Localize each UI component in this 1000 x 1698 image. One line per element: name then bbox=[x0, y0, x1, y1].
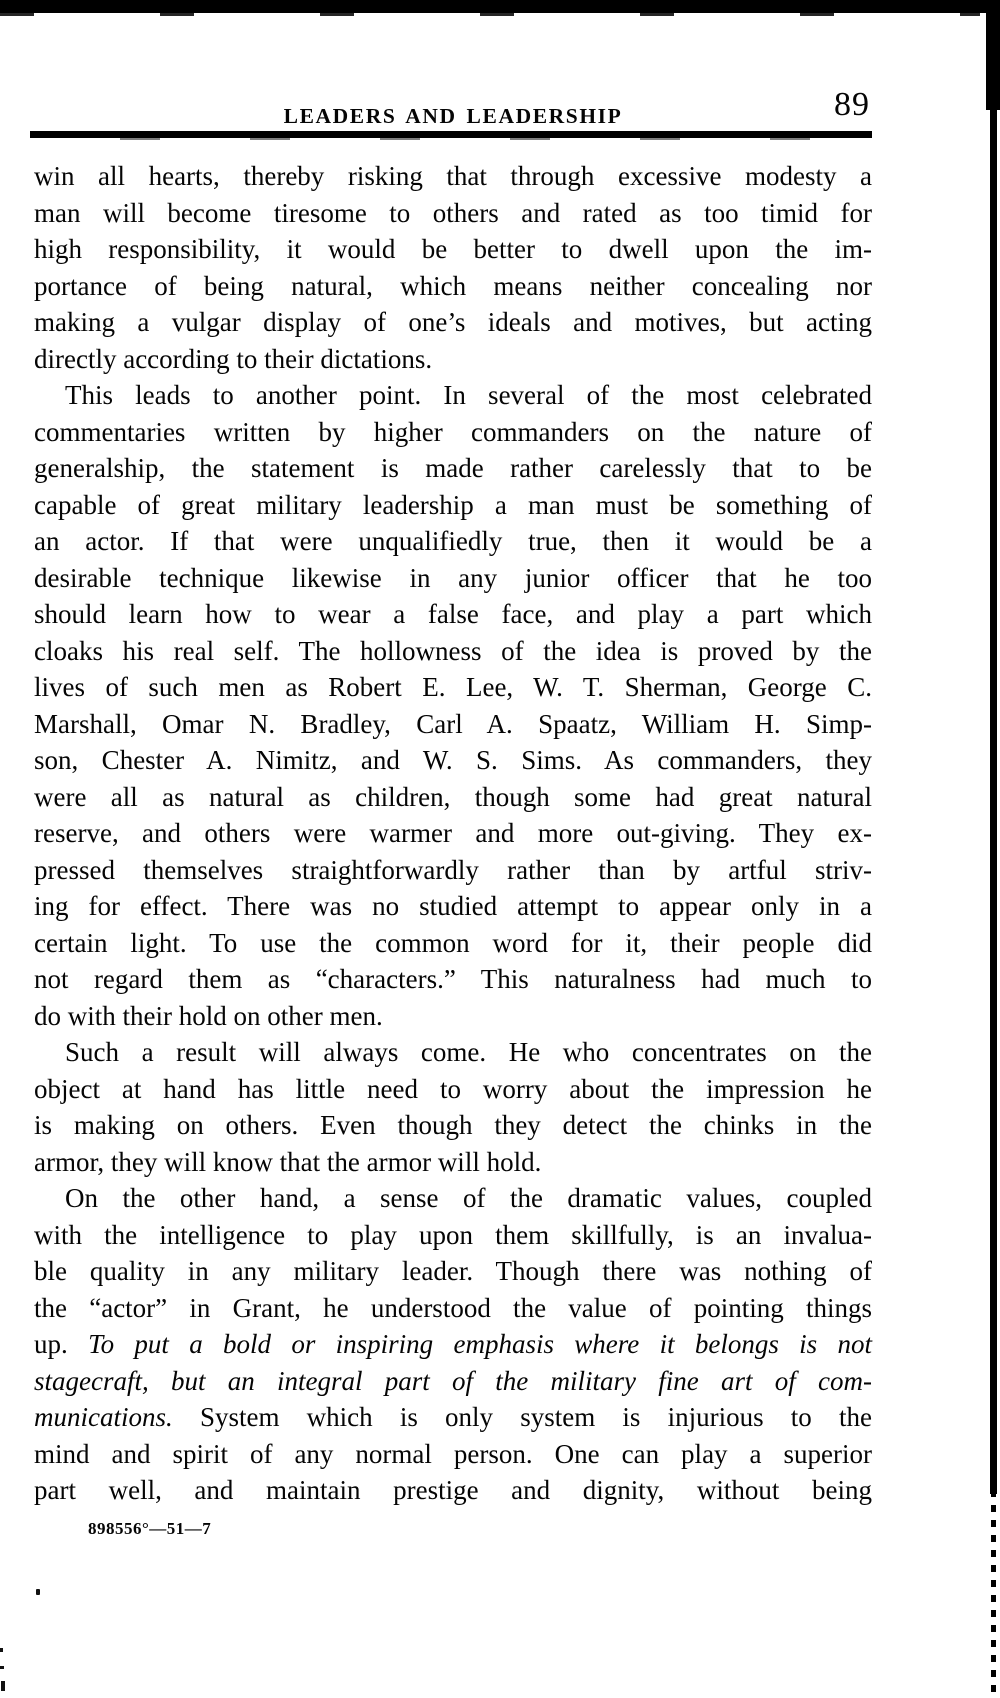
text-line: son, Chester A. Nimitz, and W. S. Sims. As commanders, they bbox=[34, 745, 872, 775]
text-line: ble quality in any military leader. Though there was nothing of bbox=[34, 1256, 872, 1286]
paragraph bbox=[34, 1034, 872, 1180]
text-line: munications. System which is only system is injurious to the bbox=[34, 1402, 872, 1432]
text-line: portance of being natural, which means neither concealing nor bbox=[34, 270, 872, 301]
text-line: certain light. To use the common word for it, their people did bbox=[34, 927, 872, 958]
text-line: up. To put a bold or inspiring emphasis where it belongs is not bbox=[34, 1329, 872, 1359]
scan-speck bbox=[0, 1648, 3, 1652]
text-line: lives of such men as Robert E. Lee, W. T. Sherman, George C. bbox=[34, 672, 872, 702]
text-block bbox=[34, 158, 872, 1509]
running-head bbox=[34, 86, 872, 136]
text-line: armor, they will know that the armor will hold. bbox=[34, 1146, 542, 1177]
header-rule bbox=[30, 131, 872, 138]
text-line: man will become tiresome to others and rated as too timid for bbox=[34, 197, 872, 228]
text-line: ing for effect. There was no studied attempt to appear only in a bbox=[34, 891, 872, 921]
text-line: cloaks his real self. The hollowness of the idea is proved by the bbox=[34, 635, 872, 666]
text-line: not regard them as “characters.” This naturalness had much to bbox=[34, 964, 872, 994]
text-line: with the intelligence to play upon them skillfully, is an invalua- bbox=[34, 1219, 872, 1250]
text-line: the “actor” in Grant, he understood the value of pointing things bbox=[34, 1292, 872, 1323]
running-head-title: LEADERS AND LEADERSHIP bbox=[283, 104, 623, 128]
scan-edge-top-band bbox=[0, 0, 1000, 13]
text-line: commentaries written by higher commanders on the nature of bbox=[34, 416, 872, 447]
scan-edge-right-band bbox=[990, 104, 997, 1494]
text-line: is making on others. Even though they detect the chinks in the bbox=[34, 1110, 872, 1140]
text-line: an actor. If that were unqualifiedly true, then it would be a bbox=[34, 526, 872, 556]
scan-speck bbox=[0, 1666, 4, 1669]
text-line: high responsibility, it would be better to dwell upon the im- bbox=[34, 234, 872, 264]
text-line: Marshall, Omar N. Bradley, Carl A. Spaatz, William H. Simp- bbox=[34, 708, 872, 739]
text-line: making a vulgar display of one’s ideals and motives, but acting bbox=[34, 307, 872, 337]
paragraph bbox=[34, 158, 872, 377]
text-line: mind and spirit of any normal person. One can play a superior bbox=[34, 1438, 872, 1469]
scan-edge-top-noise bbox=[0, 13, 980, 16]
scan-speck bbox=[1, 1681, 5, 1691]
text-line: Such a result will always come. He who concentrates on the bbox=[65, 1037, 872, 1067]
text-line: capable of great military leadership a man must be something of bbox=[34, 489, 872, 520]
text-line: stagecraft, but an integral part of the military fine art of com- bbox=[34, 1365, 872, 1396]
text-line: pressed themselves straightforwardly rather than by artful striv- bbox=[34, 854, 872, 885]
page-number: 89 bbox=[834, 86, 870, 123]
scan-edge-right-band-dotted bbox=[991, 1490, 996, 1698]
text-line: This leads to another point. In several of the most celebrated bbox=[65, 380, 872, 410]
scan-edge-right-band-top bbox=[986, 10, 1000, 110]
scan-speck bbox=[36, 1589, 40, 1595]
text-line: do with their hold on other men. bbox=[34, 1000, 383, 1031]
text-line: part well, and maintain prestige and dignity, without being bbox=[34, 1475, 872, 1505]
text-line: should learn how to wear a false face, and play a part which bbox=[34, 599, 872, 629]
text-line: On the other hand, a sense of the dramatic values, coupled bbox=[65, 1183, 872, 1213]
text-line: win all hearts, thereby risking that through excessive modesty a bbox=[34, 161, 872, 191]
text-line: directly according to their dictations. bbox=[34, 343, 433, 374]
paragraph bbox=[34, 1180, 872, 1509]
paragraph bbox=[34, 377, 872, 1034]
text-line: generalship, the statement is made rather carelessly that to be bbox=[34, 453, 872, 483]
printers-mark: 898556°—51—7 bbox=[88, 1519, 212, 1538]
text-line: desirable technique likewise in any junior officer that he too bbox=[34, 562, 872, 593]
text-line: reserve, and others were warmer and more out-giving. They ex- bbox=[34, 818, 872, 848]
text-line: were all as natural as children, though some had great natural bbox=[34, 781, 872, 812]
text-line: object at hand has little need to worry about the impression he bbox=[34, 1073, 872, 1104]
